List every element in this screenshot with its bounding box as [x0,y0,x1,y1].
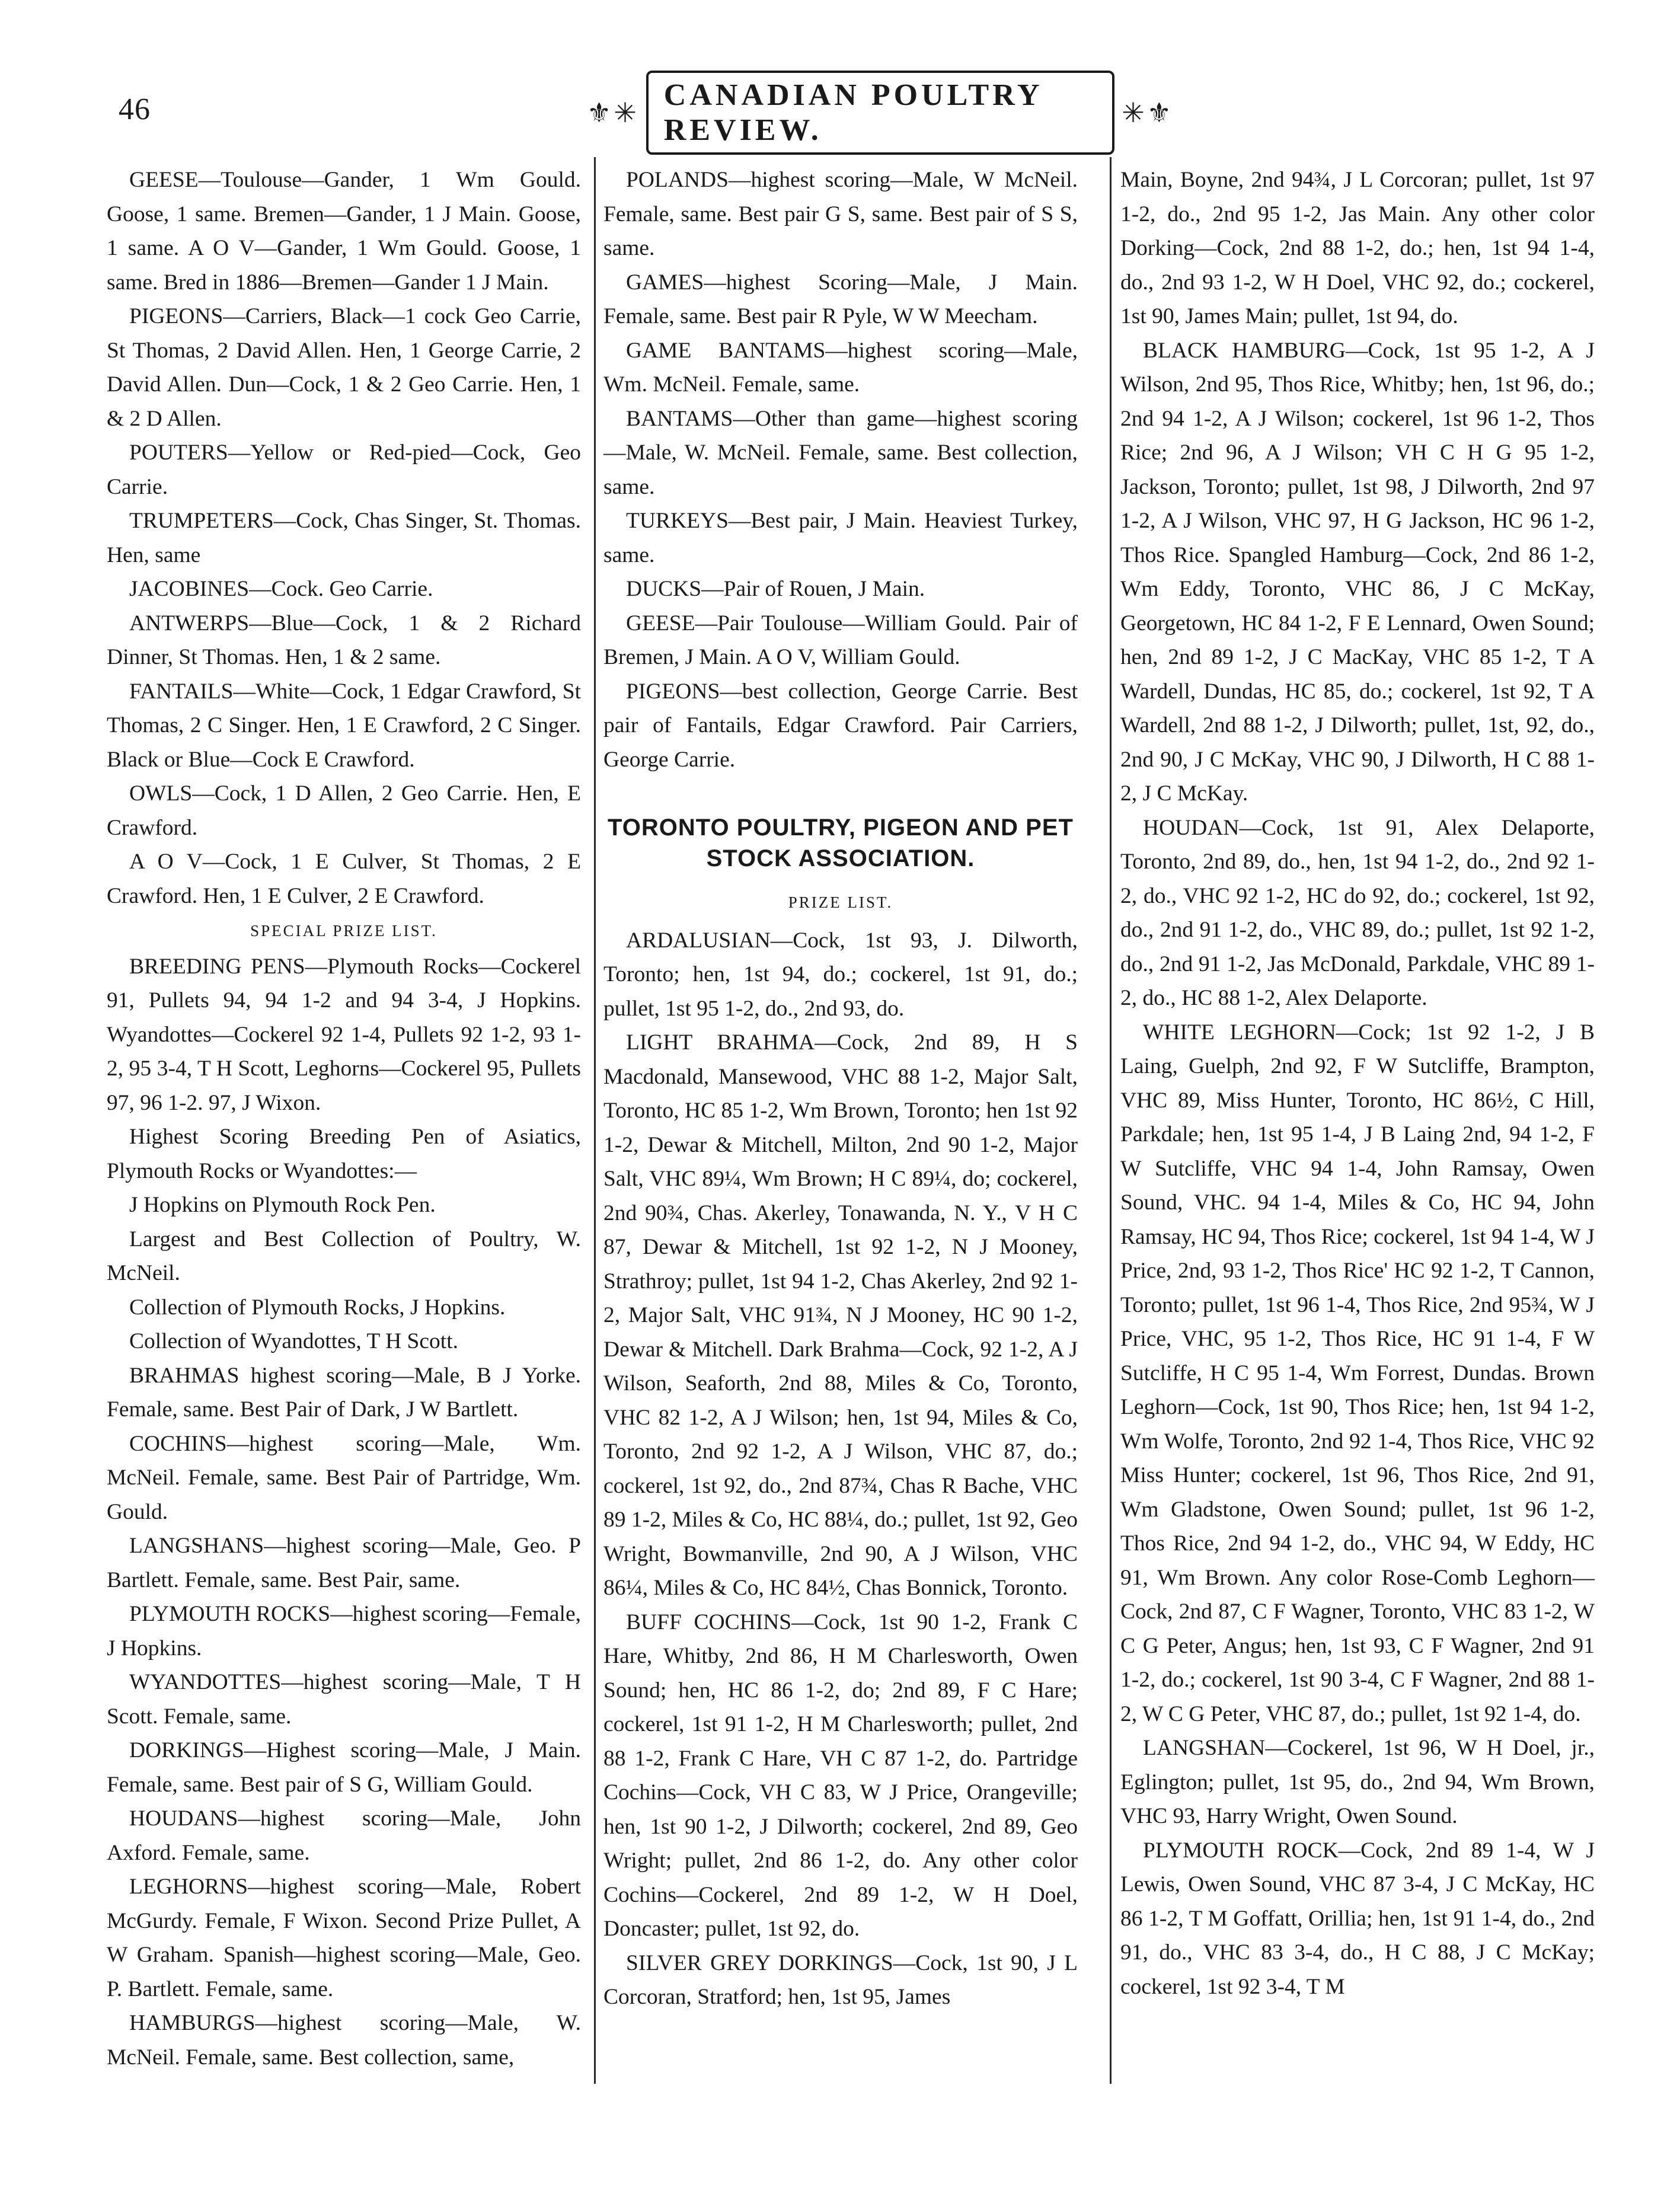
paragraph: LANGSHAN—Cockerel, 1st 96, W H Doel, jr., Eglington; pullet, 1st 95, do., 2nd 94, Wm Brown, VHC 93, Harry Wright, Owen Sound. [1120,1736,1595,1828]
ornament-left-icon: ⚜✳ [587,98,639,128]
paragraph: DUCKS—Pair of Rouen, J Main. [626,577,925,601]
paragraph: WYANDOTTES—highest scoring—Male, T H Scott. Female, same. [107,1670,581,1729]
paragraph: BANTAMS—Other than game—highest scoring—Male, W. McNeil. Female, same. Best collection, same. [603,406,1078,499]
paragraph: GAME BANTAMS—highest scoring—Male, Wm. McNeil. Female, same. [603,338,1078,397]
column-divider [1110,157,1112,2084]
paragraph: COCHINS—highest scoring—Male, Wm. McNeil. Female, same. Best Pair of Partridge, Wm. Gould. [107,1431,581,1524]
column-1 [107,163,581,2074]
paragraph: GEESE—Toulouse—Gander, 1 Wm Gould. Goose, 1 same. Bremen—Gander, 1 J Main. Goose, 1 same. A O V—Gander, 1 Wm Gould. Goose, 1 same. Bred in 1886—Bremen—Gander 1 J Main. [107,168,581,295]
paragraph: Largest and Best Collection of Poultry, W. McNeil. [107,1227,581,1285]
paragraph: PLYMOUTH ROCK—Cock, 2nd 89 1-4, W J Lewis, Owen Sound, VHC 87 3-4, J C McKay, HC 86 1-2, T M Goffatt, Orillia; hen, 1st 91 1-4, do., 2nd 91, do., VHC 83 3-4, do., H C 88, J C McKay; cockerel, 1st 92 3-4, T M [1120,1838,1595,1999]
paragraph: WHITE LEGHORN—Cock; 1st 92 1-2, J B Laing, Guelph, 2nd 92, F W Sutcliffe, Brampton, VHC 89, Miss Hunter, Toronto, HC 86½, C Hill, Parkdale; hen, 1st 95 1-4, J B Laing 2nd, 94 1-2, F W Sutcliffe, VHC 94 1-4, John Ramsay, Owen Sound, VHC. 94 1-4, Miles & Co, HC 94, John Ramsay, HC 94, Thos Rice; cockerel, 1st 94 1-4, W J Price, 2nd, 93 1-2, Thos Rice' HC 92 1-2, T Cannon, Toronto; pullet, 1st 96 1-4, Thos Rice, 2nd 95¾, W J Price, VHC, 95 1-2, Thos Rice, HC 91 1-4, F W Sutcliffe, H C 95 1-4, Wm Forrest, Dundas. Brown Leghorn—Cock, 1st 90, Thos Rice; hen, 1st 94 1-2, Wm Wolfe, Toronto, 2nd 92 1-4, Thos Rice, VHC 92 Miss Hunter; cockerel, 1st 96, Thos Rice, 2nd 91, Wm Gladstone, Owen Sound; pullet, 1st 96 1-2, Thos Rice, 2nd 94 1-2, do., VHC 94, W Eddy, HC 91, Wm Brown. Any color Rose-Comb Leghorn—Cock, 2nd 87, C F Wagner, Toronto, VHC 83 1-2, W C G Peter, Angus; hen, 1st 93, C F Wagner, 2nd 91 1-2, do.; cockerel, 1st 90 3-4, C F Wagner, 2nd 88 1-2, W C G Peter, VHC 87, do.; pullet, 1st 92 1-4, do. [1120,1020,1595,1726]
paragraph: HOUDANS—highest scoring—Male, John Axford. Female, same. [107,1806,581,1865]
column-3 [1120,163,1595,2004]
page-number: 46 [119,92,151,126]
paragraph: Collection of Plymouth Rocks, J Hopkins. [129,1295,506,1320]
masthead [587,78,1174,147]
paragraph: PIGEONS—Carriers, Black—1 cock Geo Carrie, St Thomas, 2 David Allen. Hen, 1 George Carrie, 2 David Allen. Dun—Cock, 1 & 2 Geo Carrie. Hen, 1 & 2 D Allen. [107,304,581,431]
paragraph: JACOBINES—Cock. Geo Carrie. [129,577,433,601]
paragraph: Main, Boyne, 2nd 94¾, J L Corcoran; pullet, 1st 97 1-2, do., 2nd 95 1-2, Jas Main. Any other color Dorking—Cock, 2nd 88 1-2, do.; hen, 1st 94 1-4, do., 2nd 93 1-2, W H Doel, VHC 92, do.; cockerel, 1st 90, James Main; pullet, 1st 94, do. [1120,168,1595,328]
paragraph: BUFF COCHINS—Cock, 1st 90 1-2, Frank C Hare, Whitby, 2nd 86, H M Charlesworth, Owen Sound; hen, HC 86 1-2, do; 2nd 89, F C Hare; cockerel, 1st 91 1-2, H M Charlesworth; pullet, 2nd 88 1-2, Frank C Hare, VH C 87 1-2, do. Partridge Cochins—Cock, VH C 83, W J Price, Orangeville; hen, 1st 90 1-2, J Dilworth; cockerel, 2nd 89, Geo Wright; pullet, 2nd 86 1-2, do. Any other color Cochins—Cockerel, 2nd 89 1-2, W H Doel, Doncaster; pullet, 1st 92, do. [603,1610,1078,1941]
paragraph: HOUDAN—Cock, 1st 91, Alex Delaporte, Toronto, 2nd 89, do., hen, 1st 94 1-2, do., 2nd 92 1-2, do., VHC 92 1-2, HC do 92, do.; cockerel, 1st 92, do., 2nd 91 1-2, do., VHC 89, do.; pullet, 1st 92 1-2, do., 2nd 91 1-2, Jas McDonald, Parkdale, VHC 89 1-2, do., HC 88 1-2, Alex Delaporte. [1120,815,1595,1010]
paragraph: Highest Scoring Breeding Pen of Asiatics, Plymouth Rocks or Wyandottes:— [107,1125,581,1183]
paragraph: HAMBURGS—highest scoring—Male, W. McNeil. Female, same. Best collection, same, [107,2011,581,2070]
paragraph: PLYMOUTH ROCKS—highest scoring—Female, J Hopkins. [107,1602,581,1661]
paragraph: A O V—Cock, 1 E Culver, St Thomas, 2 E Crawford. Hen, 1 E Culver, 2 E Crawford. [107,850,581,908]
paragraph: ARDALUSIAN—Cock, 1st 93, J. Dilworth, Toronto; hen, 1st 94, do.; cockerel, 1st 91, do.; pullet, 1st 95 1-2, do., 2nd 93, do. [603,928,1078,1021]
prize-list-heading: PRIZE LIST. [788,893,893,911]
paragraph: GEESE—Pair Toulouse—William Gould. Pair of Bremen, J Main. A O V, William Gould. [603,611,1078,669]
column-2 [603,163,1078,2014]
section-heading: TORONTO POULTRY, PIGEON AND PET STOCK ASSOCIATION. [608,815,1074,871]
paragraph: DORKINGS—Highest scoring—Male, J Main. Female, same. Best pair of S G, William Gould. [107,1738,581,1797]
masthead-title: CANADIAN POULTRY REVIEW. [646,71,1114,155]
paragraph: SILVER GREY DORKINGS—Cock, 1st 90, J L Corcoran, Stratford; hen, 1st 95, James [603,1950,1078,2009]
paragraph: BLACK HAMBURG—Cock, 1st 95 1-2, A J Wilson, 2nd 95, Thos Rice, Whitby; hen, 1st 96, do.; 2nd 94 1-2, A J Wilson; cockerel, 1st 96 1-2, Thos Rice; 2nd 96, A J Wilson; VH C H G 95 1-2, Jackson, Toronto; pullet, 1st 98, J Dilworth, 2nd 97 1-2, A J Wilson, VHC 97, H G Jackson, HC 96 1-2, Thos Rice. Spangled Hamburg—Cock, 2nd 86 1-2, Wm Eddy, Toronto, VHC 86, J C McKay, Georgetown, HC 84 1-2, F E Lennard, Owen Sound; hen, 2nd 89 1-2, J C MacKay, VHC 85 1-2, T A Wardell, Dundas, HC 85, do.; cockerel, 1st 92, T A Wardell, 2nd 88 1-2, J Dilworth; pullet, 1st, 92, do., 2nd 90, J C McKay, VHC 90, J Dilworth, H C 88 1-2, J C McKay. [1120,338,1595,806]
paragraph: Collection of Wyandottes, T H Scott. [129,1329,458,1353]
paragraph: LANGSHANS—highest scoring—Male, Geo. P Bartlett. Female, same. Best Pair, same. [107,1534,581,1592]
paragraph: ANTWERPS—Blue—Cock, 1 & 2 Richard Dinner, St Thomas. Hen, 1 & 2 same. [107,611,581,669]
paragraph: PIGEONS—best collection, George Carrie. Best pair of Fantails, Edgar Crawford. Pair Carriers, George Carrie. [603,679,1078,772]
paragraph: TURKEYS—Best pair, J Main. Heaviest Turkey, same. [603,509,1078,567]
column-divider [594,157,596,2084]
paragraph: POUTERS—Yellow or Red-pied—Cock, Geo Carrie. [107,440,581,499]
special-prize-list-heading: SPECIAL PRIZE LIST. [250,922,437,940]
ornament-right-icon: ✳⚜ [1122,98,1174,128]
paragraph: FANTAILS—White—Cock, 1 Edgar Crawford, St Thomas, 2 C Singer. Hen, 1 E Crawford, 2 C Singer. Black or Blue—Cock E Crawford. [107,679,581,772]
paragraph: BREEDING PENS—Plymouth Rocks—Cockerel 91, Pullets 94, 94 1-2 and 94 3-4, J Hopkins. Wyandottes—Cockerel 92 1-4, Pullets 92 1-2, 93 1-2, 95 3-4, T H Scott, Leghorns—Cockerel 95, Pullets 97, 96 1-2. 97, J Wixon. [107,954,581,1115]
paragraph: LIGHT BRAHMA—Cock, 2nd 89, H S Macdonald, Mansewood, VHC 88 1-2, Major Salt, Toronto, HC 85 1-2, Wm Brown, Toronto; hen 1st 92 1-2, Dewar & Mitchell, Milton, 2nd 90 1-2, Major Salt, VHC 89¼, Wm Brown; H C 89¼, do; cockerel, 2nd 90¾, Chas. Akerley, Tonawanda, N. Y., V H C 87, Dewar & Mitchell, 1st 92 1-2, N J Mooney, Strathroy; pullet, 1st 94 1-2, Chas Akerley, 2nd 92 1-2, Major Salt, VHC 91¾, N J Mooney, HC 90 1-2, Dewar & Mitchell. Dark Brahma—Cock, 92 1-2, A J Wilson, Seaforth, 2nd 88, Miles & Co, Toronto, VHC 82 1-2, A J Wilson; hen, 1st 94, Miles & Co, Toronto, 2nd 92 1-2, A J Wilson, VHC 87, do.; cockerel, 1st 92, do., 2nd 87¾, Chas R Bache, VHC 89 1-2, Miles & Co, HC 88¼, do.; pullet, 1st 92, Geo Wright, Bowmanville, 2nd 90, A J Wilson, VHC 86¼, Miles & Co, HC 84½, Chas Bonnick, Toronto. [603,1030,1078,1600]
paragraph: OWLS—Cock, 1 D Allen, 2 Geo Carrie. Hen, E Crawford. [107,781,581,840]
paragraph: GAMES—highest Scoring—Male, J Main. Female, same. Best pair R Pyle, W W Meecham. [603,270,1078,328]
paragraph: J Hopkins on Plymouth Rock Pen. [129,1193,436,1217]
paragraph: LEGHORNS—highest scoring—Male, Robert McGurdy. Female, F Wixon. Second Prize Pullet, A W Graham. Spanish—highest scoring—Male, Geo. P. Bartlett. Female, same. [107,1875,581,2001]
paragraph: TRUMPETERS—Cock, Chas Singer, St. Thomas. Hen, same [107,509,581,567]
paragraph: BRAHMAS highest scoring—Male, B J Yorke. Female, same. Best Pair of Dark, J W Bartlett. [107,1363,581,1422]
paragraph: POLANDS—highest scoring—Male, W McNeil. Female, same. Best pair G S, same. Best pair of S S, same. [603,168,1078,260]
